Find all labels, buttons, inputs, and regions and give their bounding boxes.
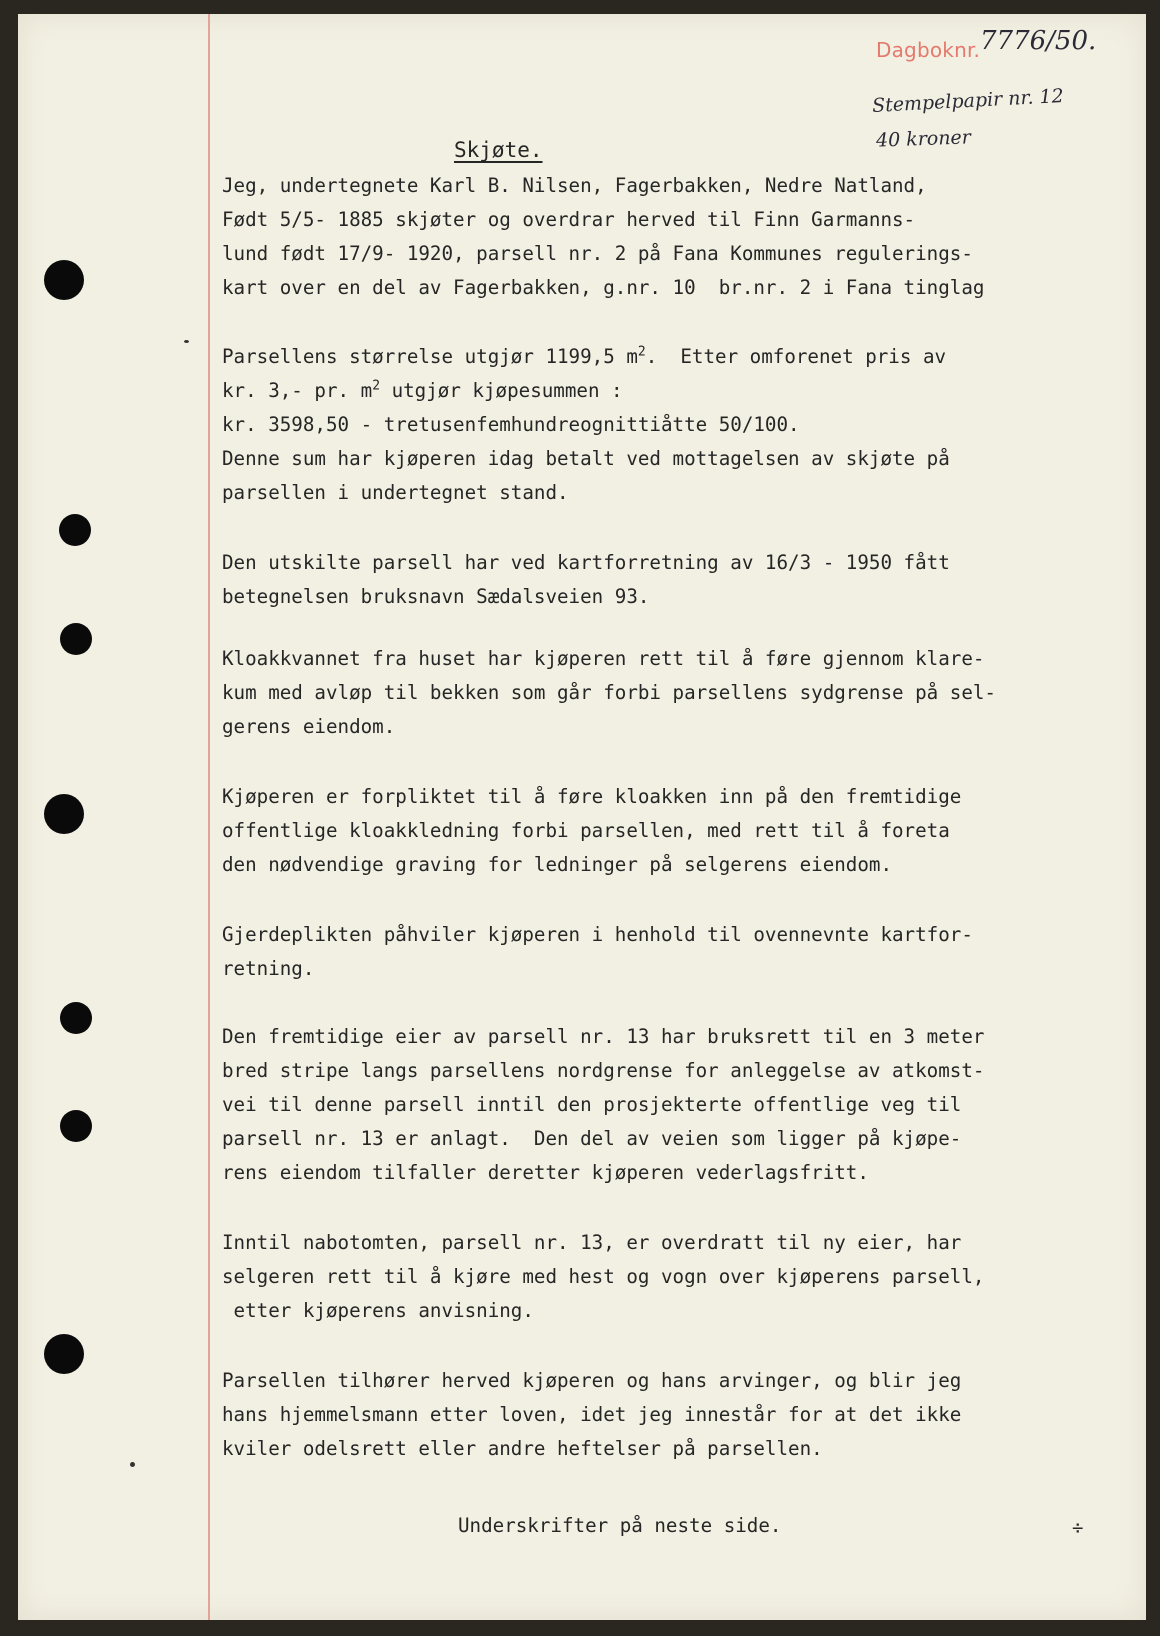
binder-hole [44, 1334, 84, 1374]
text-line: betegnelsen bruksnavn Sædalsveien 93. [222, 585, 650, 608]
stamp-paper-note: Stempelpapir nr. 12 [871, 84, 1065, 118]
paragraph-parcel-name [222, 546, 950, 614]
text-line: etter kjøperens anvisning. [222, 1299, 534, 1322]
text-line: Den fremtidige eier av parsell nr. 13 har bruksrett til en 3 meter [222, 1025, 985, 1048]
binder-hole [60, 1002, 92, 1034]
signatures-note: Underskrifter på neste side. [458, 1514, 782, 1537]
end-mark: ÷ [1072, 1517, 1084, 1539]
text-line: kum med avløp til bekken som går forbi parsellens sydgrense på sel- [222, 681, 996, 704]
binder-hole [44, 794, 84, 834]
text-line: hans hjemmelsmann etter loven, idet jeg innestår for at det ikke [222, 1403, 962, 1426]
text-line: rens eiendom tilfaller deretter kjøperen vederlagsfritt. [222, 1161, 869, 1184]
document-title: Skjøte. [454, 138, 543, 162]
text-line: vei til denne parsell inntil den prosjekterte offentlige veg til [222, 1093, 962, 1116]
journal-stamp-label: Dagboknr. [876, 38, 981, 62]
binder-hole [60, 1110, 92, 1142]
text-line: kr. 3598,50 - tretusenfemhundreognittiåtte 50/100. [222, 413, 800, 436]
paragraph-price: Parsellens størrelse utgjør 1199,5 $m^2$. Etter omforenet pris av kr. 3,- pr. $m^2$ utgjør kjøpesummen : kr. 3598,50 - tretusenfemhundreognittiåtte 50/100. Denne sum har kjøperen idag betalt ved mottagelsen av skjøte på parsellen i undertegnet stand. [222, 344, 950, 504]
ink-speck [184, 340, 189, 343]
text-line: Den utskilte parsell har ved kartforretning av 16/3 - 1950 fått [222, 551, 950, 574]
ink-speck [130, 1462, 135, 1467]
text-line: selgeren rett til å kjøre med hest og vogn over kjøperens parsell, [222, 1265, 985, 1288]
text-line: Parsellen tilhører herved kjøperen og hans arvinger, og blir jeg [222, 1369, 962, 1392]
text-line: Kloakkvannet fra huset har kjøperen rett til å føre gjennom klare- [222, 647, 985, 670]
text-line: lund født 17/9- 1920, parsell nr. 2 på Fana Kommunes regulerings- [222, 242, 973, 265]
stamp-value-note: 40 kroner [875, 126, 972, 152]
journal-number: 7776/50. [980, 26, 1097, 56]
paragraph-sewer-obligation [222, 780, 961, 882]
text-line: parsellen i undertegnet stand. [222, 481, 569, 504]
text-line: gerens eiendom. [222, 715, 396, 738]
text-line: Kjøperen er forpliktet til å føre kloakken inn på den fremtidige [222, 785, 962, 808]
paragraph-ownership [222, 1364, 961, 1466]
binder-hole [60, 623, 92, 655]
text-line: Denne sum har kjøperen idag betalt ved mottagelsen av skjøte på [222, 447, 950, 470]
text-line: Jeg, undertegnete Karl B. Nilsen, Fagerbakken, Nedre Natland, [222, 174, 927, 197]
text-line: bred stripe langs parsellens nordgrense for anleggelse av atkomst- [222, 1059, 985, 1082]
text-line: retning. [222, 957, 315, 980]
paragraph-conveyance [222, 169, 984, 305]
paragraph-driving-right [222, 1226, 984, 1328]
text-line: kviler odelsrett eller andre heftelser på parsellen. [222, 1437, 823, 1460]
text-line: Gjerdeplikten påhviler kjøperen i henhold til ovennevnte kartfor- [222, 923, 973, 946]
binder-hole [59, 514, 91, 546]
text-line: kart over en del av Fagerbakken, g.nr. 10 br.nr. 2 i Fana tinglag [222, 276, 985, 299]
text-line: parsell nr. 13 er anlagt. Den del av veien som ligger på kjøpe- [222, 1127, 962, 1150]
text-line: den nødvendige graving for ledninger på selgerens eiendom. [222, 853, 893, 876]
text-line: Inntil nabotomten, parsell nr. 13, er overdratt til ny eier, har [222, 1231, 962, 1254]
paragraph-fencing [222, 918, 973, 986]
margin-rule [208, 14, 210, 1620]
text-line: Født 5/5- 1885 skjøter og overdrar herved til Finn Garmanns- [222, 208, 916, 231]
text-line: offentlige kloakkledning forbi parsellen, med rett til å foreta [222, 819, 950, 842]
document-page [18, 14, 1146, 1620]
paragraph-sewage [222, 642, 996, 744]
paragraph-right-of-way [222, 1020, 984, 1190]
binder-hole [44, 260, 84, 300]
